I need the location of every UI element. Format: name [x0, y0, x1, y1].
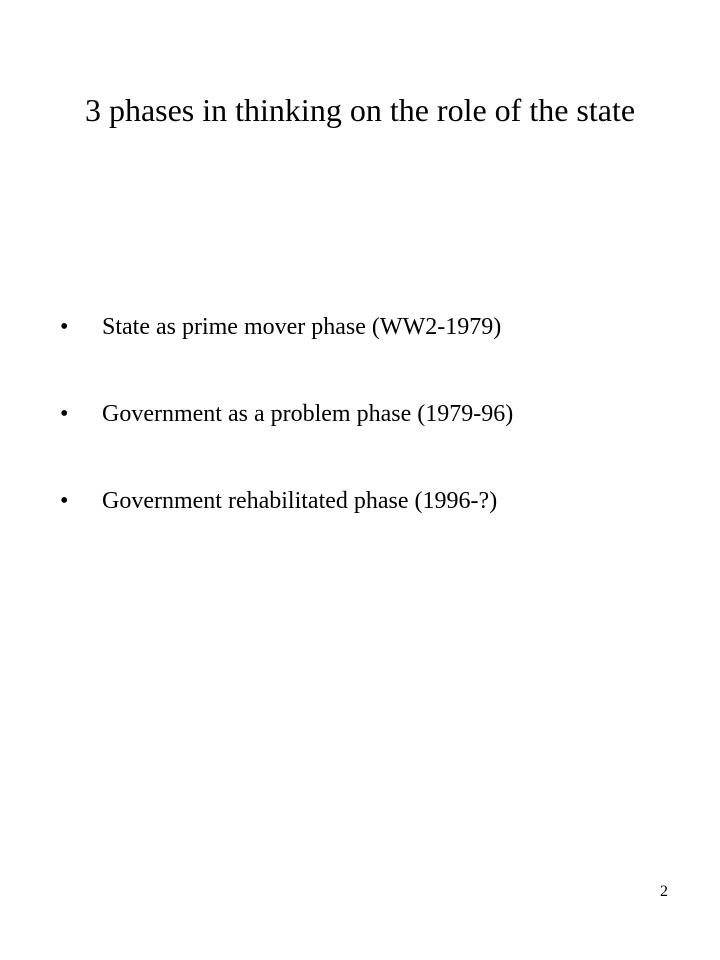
bullet-text: Government as a problem phase (1979-96) — [102, 401, 514, 427]
page-number: 2 — [660, 883, 668, 900]
bullet-item — [60, 397, 513, 431]
bullet-list — [60, 310, 513, 571]
bullet-text: State as prime mover phase (WW2-1979) — [102, 314, 502, 340]
bullet-icon: • — [60, 401, 69, 427]
slide-title: 3 phases in thinking on the role of the state — [84, 92, 636, 128]
bullet-icon: • — [60, 488, 69, 514]
bullet-icon: • — [60, 314, 69, 340]
bullet-text: Government rehabilitated phase (1996-?) — [102, 488, 498, 514]
bullet-item — [60, 310, 513, 344]
bullet-item — [60, 484, 513, 518]
